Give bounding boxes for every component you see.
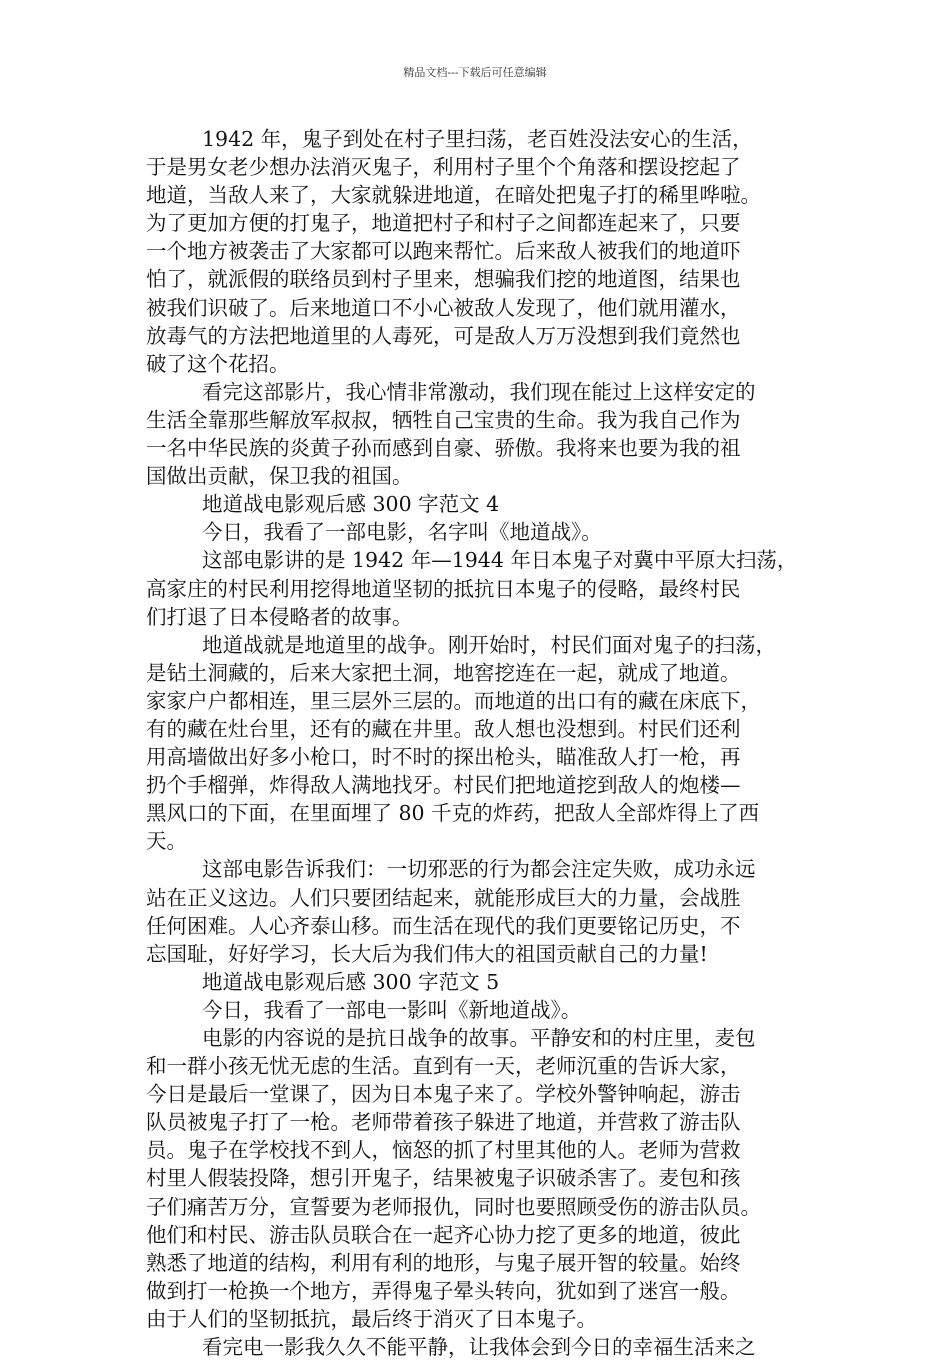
text-line: 今日是最后一堂课了，因为日本鬼子来了。学校外警钟响起，游击 (146, 1082, 741, 1107)
text-line: 家家户户都相连，里三层外三层的。而地道的出口有的藏在床底下， (146, 688, 761, 713)
text-line: 看完电一影我久久不能平静，让我体会到今日的幸福生活来之 (202, 1335, 756, 1360)
text-line: 站在正义这边。人们只要团结起来，就能形成巨大的力量，会战胜 (146, 885, 741, 910)
text-line: 这部电影告诉我们：一切邪恶的行为都会注定失败，成功永远 (202, 857, 756, 882)
text-line: 生活全靠那些解放军叔叔，牺牲自己宝贵的生命。我为我自己作为 (146, 407, 741, 432)
text-line: 做到打一枪换一个地方，弄得鬼子晕头转向，犹如到了迷宫一般。 (146, 1278, 741, 1303)
text-line: 地道战电影观后感 300 字范文 4 (202, 492, 500, 517)
text-line: 天。 (146, 829, 187, 854)
text-line: 由于人们的坚韧抵抗，最后终于消灭了日本鬼子。 (146, 1306, 597, 1331)
text-line: 地道战电影观后感 300 字范文 5 (202, 969, 500, 994)
text-line: 有的藏在灶台里，还有的藏在井里。敌人想也没想到。村民们还利 (146, 716, 741, 741)
text-line: 为了更加方便的打鬼子，地道把村子和村子之间都连起来了，只要 (146, 211, 741, 236)
text-line: 熟悉了地道的结构，利用有利的地形，与鬼子展开智的较量。始终 (146, 1250, 741, 1275)
text-line: 地道战就是地道里的战争。刚开始时，村民们面对鬼子的扫荡， (202, 632, 776, 657)
text-line: 村里人假装投降，想引开鬼子，结果被鬼子识破杀害了。麦包和孩 (146, 1166, 741, 1191)
text-line: 队员被鬼子打了一枪。老师带着孩子躲进了地道，并营救了游击队 (146, 1110, 741, 1135)
text-line: 任何困难。人心齐泰山移。而生活在现代的我们更要铭记历史，不 (146, 913, 741, 938)
text-line: 放毒气的方法把地道里的人毒死，可是敌人万万没想到我们竟然也 (146, 323, 741, 348)
text-line: 看完这部影片，我心情非常激动，我们现在能过上这样安定的 (202, 379, 756, 404)
text-line: 扔个手榴弹，炸得敌人满地找牙。村民们把地道挖到敌人的炮楼— (146, 773, 741, 798)
text-line: 员。鬼子在学校找不到人，恼怒的抓了村里其他的人。老师为营救 (146, 1138, 741, 1163)
text-line: 一个地方被袭击了大家都可以跑来帮忙。后来敌人被我们的地道吓 (146, 239, 741, 264)
text-line: 黑风口的下面，在里面埋了 80 千克的炸药，把敌人全部炸得上了西 (146, 801, 760, 826)
text-line: 怕了，就派假的联络员到村子里来，想骗我们挖的地道图，结果也 (146, 267, 741, 292)
text-line: 今日，我看了一部电影，名字叫《地道战》。 (202, 520, 602, 545)
document-body (146, 125, 806, 1361)
text-line: 今日，我看了一部电一影叫《新地道战》。 (202, 997, 582, 1022)
text-line: 电影的内容说的是抗日战争的故事。平静安和的村庄里，麦包 (202, 1026, 756, 1050)
text-line: 这部电影讲的是 1942 年—1944 年日本鬼子对冀中平原大扫荡， (202, 548, 798, 573)
page-header: 精品文档---下载后可任意编辑 (403, 66, 547, 79)
text-line: 他们和村民、游击队员联合在一起齐心协力挖了更多的地道，彼此 (146, 1222, 741, 1247)
text-line: 子们痛苦万分，宣誓要为老师报仇，同时也要照顾受伤的游击队员。 (146, 1194, 761, 1219)
text-line: 和一群小孩无忧无虑的生活。直到有一天，老师沉重的告诉大家， (146, 1054, 741, 1079)
text-line: 于是男女老少想办法消灭鬼子，利用村子里个个角落和摆设挖起了 (146, 155, 741, 180)
text-line: 地道，当敌人来了，大家就躲进地道，在暗处把鬼子打的稀里哗啦。 (146, 183, 761, 208)
text-line: 国做出贡献，保卫我的祖国。 (146, 464, 413, 489)
text-line: 是钻土洞藏的，后来大家把土洞，地窖挖连在一起，就成了地道。 (146, 660, 741, 685)
text-line: 一名中华民族的炎黄子孙而感到自豪、骄傲。我将来也要为我的祖 (146, 436, 741, 461)
text-line: 忘国耻，好好学习，长大后为我们伟大的祖国贡献自己的力量! (146, 941, 708, 966)
text-line: 们打退了日本侵略者的故事。 (146, 604, 413, 629)
text-line: 破了这个花招。 (146, 351, 290, 376)
text-line: 1942 年，鬼子到处在村子里扫荡，老百姓没法安心的生活， (202, 127, 753, 151)
text-line: 被我们识破了。后来地道口不小心被敌人发现了，他们就用灌水， (146, 295, 741, 320)
text-line: 用高墙做出好多小枪口，时不时的探出枪头，瞄准敌人打一枪，再 (146, 745, 741, 770)
text-line: 高家庄的村民利用挖得地道坚韧的抵抗日本鬼子的侵略，最终村民 (146, 576, 741, 601)
